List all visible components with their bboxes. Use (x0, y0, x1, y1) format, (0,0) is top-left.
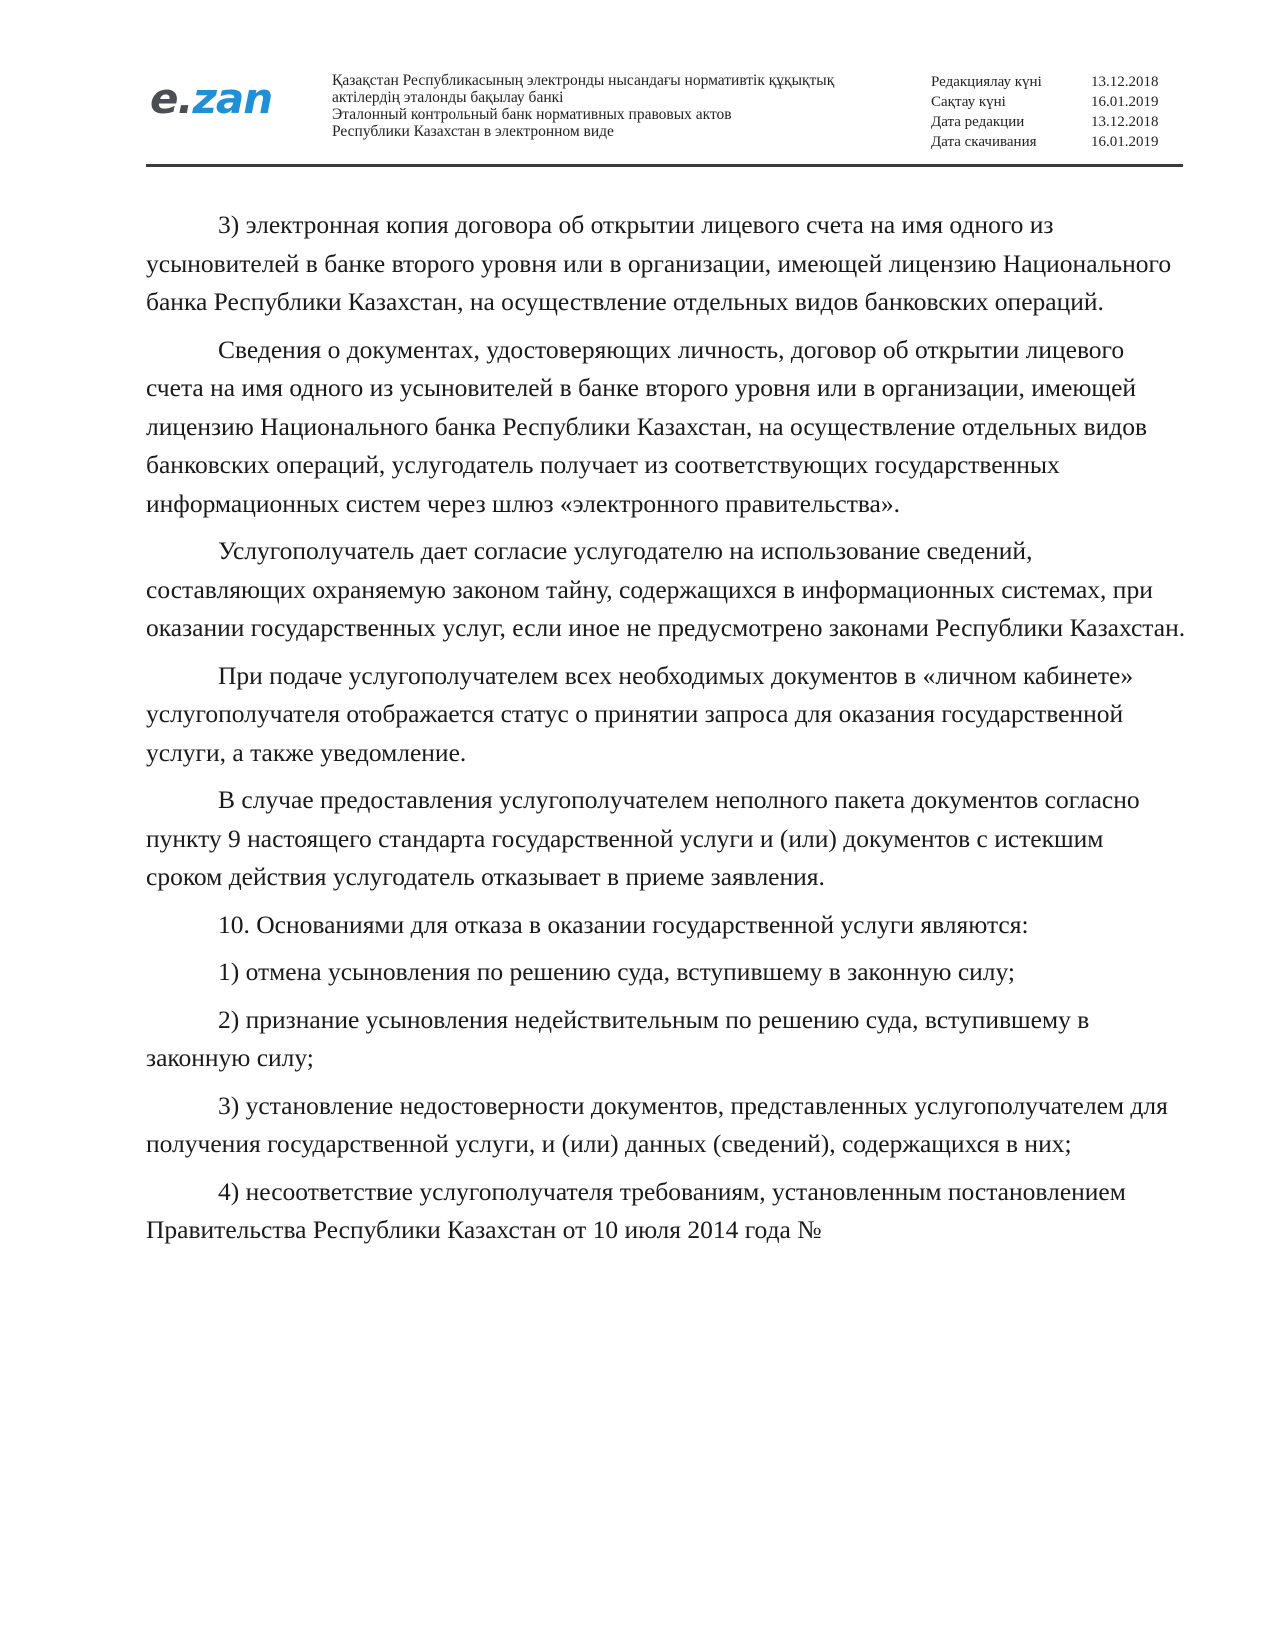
org-line: актілердің эталонды бақылау банкі (332, 89, 564, 106)
meta-label: Дата скачивания (931, 134, 1037, 150)
paragraph: В случае предоставления услугополучателем неполного пакета документов согласно пункту 9 настоящего стандарта государственной услуги и (или) документов с истекшим сроком действия услугодатель отказывает в приеме заявления. (146, 785, 1140, 891)
meta-value: 13.12.2018 (1091, 114, 1159, 130)
meta-label: Сақтау күні (931, 94, 1006, 110)
paragraph: Услугополучатель дает согласие услугодателю на использование сведений, составляющих охраняемую законом тайну, содержащихся в информационных системах, при оказании государственных услуг, если иное не предусмотрено законами Республики Казахстан. (146, 536, 1186, 642)
document-header (146, 68, 1183, 166)
header-divider (146, 164, 1183, 167)
meta-row (931, 132, 1181, 152)
meta-value: 16.01.2019 (1091, 134, 1159, 150)
meta-row (931, 92, 1181, 112)
paragraph: При подаче услугополучателем всех необходимых документов в «личном кабинете» услугополучателя отображается статус о принятии запроса для оказания государственной услуги, а также уведомление. (146, 660, 1134, 767)
paragraph: 3) электронная копия договора об открытии лицевого счета на имя одного из усыновителей в банке второго уровня или в организации, имеющей лицензию Национального банка Республики Казахстан, на осуществление отдельных видов банковских операций. (146, 210, 1172, 316)
org-line: Эталонный контрольный банк нормативных правовых актов (332, 106, 732, 123)
meta-label: Дата редакции (931, 114, 1025, 130)
logo-dot: . (177, 74, 193, 123)
logo-zan: zan (192, 74, 273, 123)
logo-e: e (150, 74, 178, 123)
document-body (146, 206, 1186, 1259)
meta-label: Редакциялау күні (931, 74, 1042, 90)
meta-row (931, 112, 1181, 132)
meta-row (931, 72, 1181, 92)
org-line: Қазақстан Республикасының электронды нысандағы нормативтік құқықтық (332, 72, 835, 89)
paragraph: 2) признание усыновления недействительным по решению суда, вступившему в законную силу; (146, 1004, 1090, 1072)
meta-value: 13.12.2018 (1091, 74, 1159, 90)
org-line: Республики Казахстан в электронном виде (332, 123, 614, 140)
paragraph: 1) отмена усыновления по решению суда, вступившему в законную силу; (218, 957, 1016, 986)
paragraph: 10. Основаниями для отказа в оказании государственной услуги являются: (218, 909, 1029, 939)
ezan-logo (150, 74, 273, 123)
paragraph: 4) несоответствие услугополучателя требованиям, установленным постановлением Правительства Республики Казахстан от 10 июля 2014 года № (146, 1176, 1126, 1244)
meta-value: 16.01.2019 (1091, 94, 1159, 110)
organization-name (332, 72, 892, 140)
paragraph: 3) установление недостоверности документов, представленных услугополучателем для получения государственной услуги, и (или) данных (сведений), содержащихся в них; (146, 1090, 1168, 1158)
document-dates (931, 72, 1181, 152)
paragraph: Сведения о документах, удостоверяющих личность, договор об открытии лицевого счета на имя одного из усыновителей в банке второго уровня или в организации, имеющей лицензию Национального банка Республики Казахстан, на осуществление отдельных видов банковских операций, услугодатель получает из соответствующих государственных информационных систем через шлюз «электронного правительства». (146, 334, 1148, 518)
